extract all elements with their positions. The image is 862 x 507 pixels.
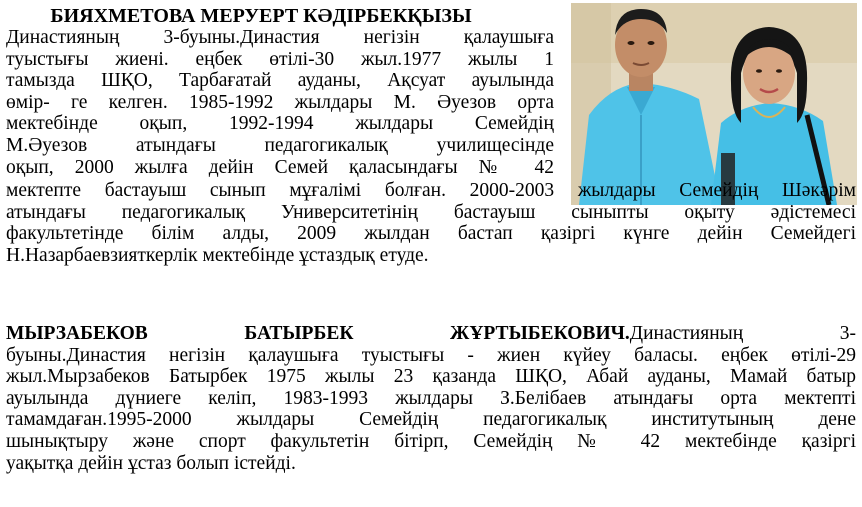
person1-continuation [6,180,856,266]
person1-section [6,5,554,178]
person2-name-word: МЫРЗАБЕКОВ [6,323,148,344]
person1-line: туыстығы жиені. еңбек өтілі-30 жыл.1977 жылы 1 [6,48,554,70]
person1-line: оқып, 2000 жылға дейін Семей қаласындағы № 42 [6,156,554,178]
person2-first-line-tail: 3- [839,323,856,344]
person2-name-word: ЖҰРТЫБЕКОВИЧ.Династияның [450,323,744,344]
person2-line: жыл.Мырзабеков Батырбек 1975 жылы 23 қазанда ШҚО, Абай ауданы, Мамай батыр [6,366,856,388]
person1-line: мектебінде оқып, 1992-1994 жылдары Семейдің [6,113,554,135]
person1-full-line: мектепте бастауыш сынып мұғалімі болған. 2000-2003 жылдары Семейдің Шәкәрім [6,180,856,201]
person2-first-line [6,323,856,345]
person2-line: уақытқа дейін ұстаз болып істейді. [6,452,296,474]
person2-line: ауылында дүниеге келіп, 1983-1993 жылдары З.Белібаев атындағы орта мектепті [6,387,856,409]
person2-line: тамамдаған.1995-2000 жылдары Семейдің педагогикалық институтының дене [6,409,856,431]
person1-full-line: Н.Назарбаевзияткерлік мектебінде ұстаздық етуде. [6,244,429,266]
person1-line: тамызда ШҚО, Тарбағатай ауданы, Ақсуат ауылында [6,70,554,92]
person1-line: Династияның 3-буыны.Династия негізін қалаушыға [6,27,554,48]
couple-photo-image [571,3,857,205]
person2-section [6,323,856,474]
person2-name-word: БАТЫРБЕК [244,323,354,344]
person1-line: М.Әуезов атындағы педагогикалық училищесінде [6,134,554,156]
couple-photo [571,3,857,205]
person1-full-line: факультетінде білім алды, 2009 жылдан бастап қазіргі күнге дейін Семейдегі [6,223,856,245]
person1-line: өмір- ге келген. 1985-1992 жылдары М. Әуезов орта [6,91,554,113]
person2-line: шынықтыру және спорт факультетін бітірп, Семейдің № 42 мектебінде қазіргі [6,430,856,452]
person1-heading: БИЯХМЕТОВА МЕРУЕРТ КӘДІРБЕКҚЫЗЫ [50,5,472,27]
person1-full-line: атындағы педагогикалық Университетінің бастауыш сыныпты оқыту әдістемесі [6,201,856,223]
person2-line: буыны.Династия негізін қалаушыға туыстығы - жиен күйеу баласы. еңбек өтілі-29 [6,344,856,366]
